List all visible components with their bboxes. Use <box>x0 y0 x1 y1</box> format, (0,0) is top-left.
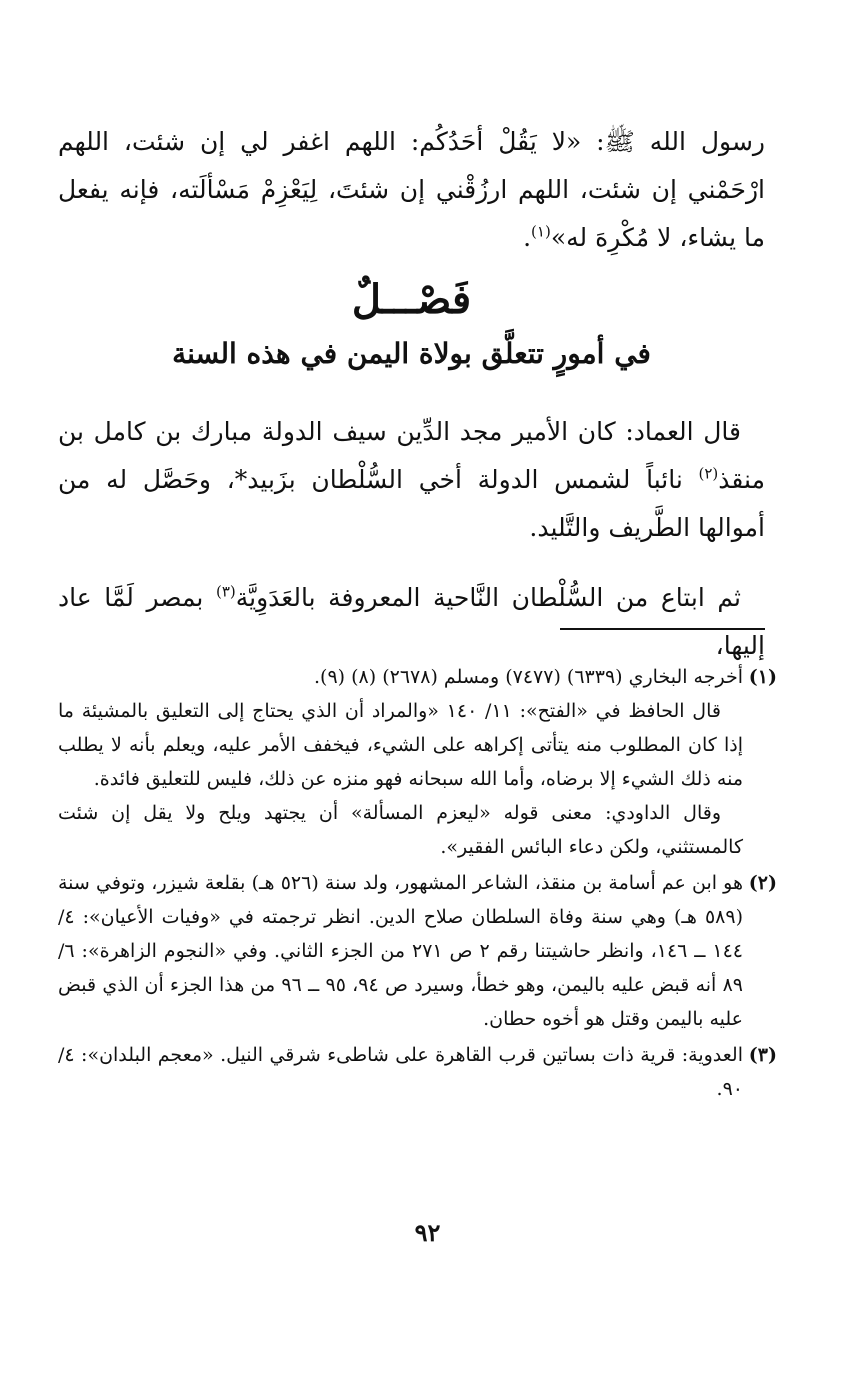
footnote-body <box>58 866 743 1036</box>
footnote-ref-3: (٣) <box>215 582 236 601</box>
footnote-text: العدوية: قرية ذات بساتين قرب القاهرة على شاطىء شرقي النيل. «معجم البلدان»: ٤/ ٩٠. <box>58 1044 743 1100</box>
footnote-2 <box>58 866 777 1036</box>
footnote-number: (٢) <box>748 872 777 894</box>
intro-quote: رسول الله ﷺ: «لا يَقُلْ أحَدُكُم: اللهم اغفر لي إن شئت، اللهم ارْحَمْني إن شئت، اللهم ارزُقْني إن شئتَ، لِيَعْزِمْ مَسْألَته، فإنه يفعل ما يشاء، لا مُكْرِهَ له» <box>58 127 765 252</box>
footnote-3 <box>58 1038 777 1106</box>
footnote-body <box>58 1038 743 1106</box>
footnote-ref-1: (١) <box>531 222 551 241</box>
chapter-body <box>58 408 765 670</box>
footnote-text: أخرجه البخاري (٦٣٣٩) (٧٤٧٧) ومسلم (٢٦٧٨) (٨) (٩). <box>314 666 743 688</box>
chapter-title: فَصْـــلٌ <box>351 276 472 323</box>
footnote-separator <box>560 628 765 630</box>
footnote-text: هو ابن عم أسامة بن منقذ، الشاعر المشهور، ولد سنة (٥٢٦ هـ) بقلعة شيزر، وتوفي سنة (٥٨٩ هـ) وهي سنة وفاة السلطان صلاح الدين. انظر ترجمته في «وفيات الأعيان»: ٤/ ١٤٤ ــ ١٤٦، وانظر حاشيتنا رقم ٢ ص ٢٧١ من الجزء الثاني. وفي «النجوم الزاهرة»: ٦/ ٨٩ أنه قبض عليه باليمن، وهو خطأ، وسيرد ص ٩٤، ٩٥ ــ ٩٦ من هذا الجزء أن الذي قبض عليه باليمن وقتل هو أخوه حطان. <box>58 872 743 1030</box>
footnote-body <box>58 660 743 864</box>
intro-text: رسول الله ﷺ: «لا يَقُلْ أحَدُكُم: اللهم اغفر لي إن شئت، اللهم ارْحَمْني إن شئت، اللهم ارزُقْني إن شئتَ، لِيَعْزِمْ مَسْألَته، فإنه يفعل ما يشاء، لا مُكْرِهَ له»$^{(١)}$. <box>58 127 765 252</box>
body-paragraph: قال العماد: كان الأمير مجد الدِّين سيف الدولة مبارك بن كامل بن منقذ$^{(٢)}$ نائباً لشمس الدولة أخي السُّلْطان بزَبيد*، وحَصَّل له من أموالها الطَّريف والتَّليد. <box>58 417 765 542</box>
footnotes <box>58 660 777 1108</box>
footnote-number: (١) <box>748 666 777 688</box>
body-paragraph: ثم ابتاع من السُّلْطان النَّاحية المعروفة بالعَدَوِيَّة$^{(٣)}$ بمصر لَمَّا عاد إليها، <box>58 582 765 660</box>
intro-paragraph <box>58 118 765 262</box>
footnote-ref-2: (٢) <box>698 464 719 483</box>
chapter-subtitle: في أمورٍ تتعلَّق بولاة اليمن في هذه السنة <box>172 337 651 370</box>
footnote-text: وقال الداودي: معنى قوله «ليعزم المسألة» أن يجتهد ويلح ولا يقل إن شئت كالمستثني، ولكن دعاء البائس الفقير». <box>58 802 743 858</box>
footnote-number: (٣) <box>748 1044 777 1066</box>
footnote-text: قال الحافظ في «الفتح»: ١١/ ١٤٠ «والمراد أن الذي يحتاج إلى التعليق بالمشيئة ما إذا كان المطلوب منه يتأتى إكراهه على الشيء، فيخفف الأمر عليه، ويعلم بأنه لا يطلب منه ذلك الشيء إلا برضاه، وأما الله سبحانه فهو منزه عن ذلك، فليس للتعليق فائدة. <box>58 700 743 790</box>
chapter-heading <box>58 272 765 378</box>
footnote-1 <box>58 660 777 864</box>
page-number: ٩٢ <box>414 1218 441 1247</box>
